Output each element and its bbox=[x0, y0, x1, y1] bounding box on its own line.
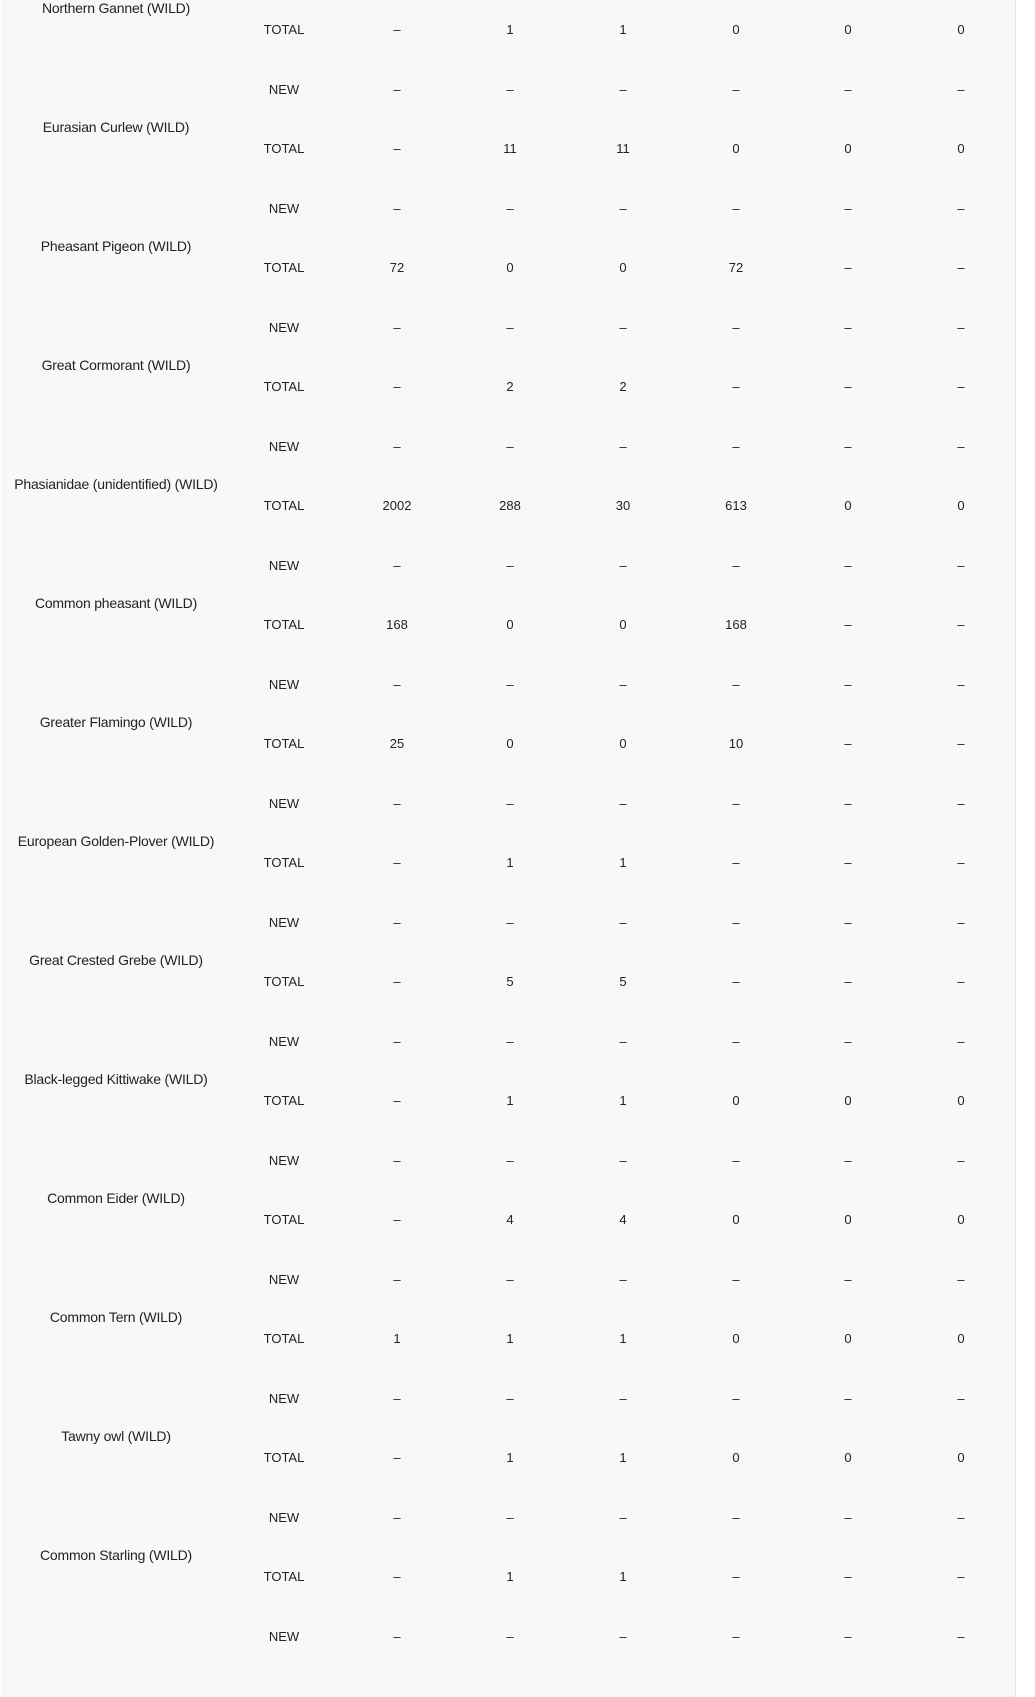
value-cell: 0 bbox=[732, 141, 740, 156]
value-cell: – bbox=[732, 201, 740, 216]
value-cell: 0 bbox=[957, 1450, 965, 1465]
value-cell: 4 bbox=[506, 1212, 514, 1227]
species-name: Great Crested Grebe (WILD) bbox=[29, 952, 203, 968]
value-cell: – bbox=[732, 1569, 740, 1584]
value-cell: 0 bbox=[844, 1331, 852, 1346]
species-block bbox=[1, 1378, 1015, 1497]
row-type-label: NEW bbox=[268, 1391, 300, 1406]
value-cell: – bbox=[506, 439, 514, 454]
value-cell: 0 bbox=[844, 498, 852, 513]
value-cell: – bbox=[957, 1629, 965, 1644]
species-name: Common pheasant (WILD) bbox=[34, 595, 198, 611]
value-cell: 1 bbox=[619, 855, 627, 870]
value-cell: 5 bbox=[506, 974, 514, 989]
value-cell: 2002 bbox=[382, 498, 412, 513]
value-cell: – bbox=[732, 915, 740, 930]
row-type-label: NEW bbox=[268, 1629, 300, 1644]
species-name: Black-legged Kittiwake (WILD) bbox=[24, 1071, 208, 1087]
value-cell: – bbox=[957, 82, 965, 97]
value-cell: 4 bbox=[619, 1212, 627, 1227]
species-block bbox=[1, 783, 1015, 902]
species-block bbox=[1, 426, 1015, 545]
value-cell: – bbox=[393, 439, 401, 454]
value-cell: – bbox=[393, 141, 401, 156]
value-cell: – bbox=[844, 736, 852, 751]
value-cell: – bbox=[844, 1569, 852, 1584]
row-type-label: NEW bbox=[268, 82, 300, 97]
value-cell: – bbox=[844, 1034, 852, 1049]
value-cell: – bbox=[957, 1391, 965, 1406]
row-type-label: TOTAL bbox=[263, 260, 305, 275]
value-cell: – bbox=[619, 1391, 627, 1406]
value-cell: – bbox=[957, 379, 965, 394]
value-cell: – bbox=[393, 1391, 401, 1406]
value-cell: – bbox=[393, 82, 401, 97]
species-block bbox=[1, 1259, 1015, 1378]
value-cell: 0 bbox=[844, 1093, 852, 1108]
value-cell: – bbox=[506, 1510, 514, 1525]
value-cell: 0 bbox=[957, 141, 965, 156]
value-cell: – bbox=[732, 1510, 740, 1525]
row-type-label: NEW bbox=[268, 796, 300, 811]
row-type-label: TOTAL bbox=[263, 974, 305, 989]
value-cell: – bbox=[619, 320, 627, 335]
value-cell: 0 bbox=[732, 1450, 740, 1465]
value-cell: – bbox=[393, 1212, 401, 1227]
value-cell: – bbox=[732, 1629, 740, 1644]
value-cell: 0 bbox=[506, 260, 514, 275]
value-cell: – bbox=[957, 1153, 965, 1168]
value-cell: 0 bbox=[732, 22, 740, 37]
value-cell: – bbox=[732, 974, 740, 989]
value-cell: 1 bbox=[506, 1331, 514, 1346]
value-cell: 0 bbox=[732, 1331, 740, 1346]
species-block bbox=[1, 664, 1015, 783]
species-block bbox=[1, 902, 1015, 1021]
value-cell: – bbox=[732, 320, 740, 335]
value-cell: – bbox=[844, 1272, 852, 1287]
row-type-label: TOTAL bbox=[263, 1212, 305, 1227]
species-rows bbox=[1, 69, 1015, 1616]
value-cell: 0 bbox=[506, 736, 514, 751]
row-type-label: TOTAL bbox=[263, 498, 305, 513]
value-cell: 10 bbox=[728, 736, 744, 751]
value-cell: 2 bbox=[506, 379, 514, 394]
row-type-label: NEW bbox=[268, 1034, 300, 1049]
value-cell: – bbox=[506, 1629, 514, 1644]
value-cell: – bbox=[619, 82, 627, 97]
row-type-label: NEW bbox=[268, 1153, 300, 1168]
value-cell: 0 bbox=[619, 736, 627, 751]
value-cell: 25 bbox=[389, 736, 405, 751]
row-type-label: TOTAL bbox=[263, 141, 305, 156]
value-cell: – bbox=[393, 796, 401, 811]
value-cell: – bbox=[393, 1629, 401, 1644]
value-cell: 613 bbox=[725, 498, 747, 513]
species-name: Common Tern (WILD) bbox=[49, 1309, 183, 1325]
value-cell: – bbox=[732, 1034, 740, 1049]
species-block bbox=[1, 188, 1015, 307]
value-cell: – bbox=[393, 1034, 401, 1049]
value-cell: – bbox=[844, 379, 852, 394]
value-cell: – bbox=[506, 82, 514, 97]
species-block bbox=[1, 545, 1015, 664]
value-cell: – bbox=[957, 1272, 965, 1287]
value-cell: – bbox=[957, 558, 965, 573]
value-cell: – bbox=[957, 974, 965, 989]
value-cell: – bbox=[732, 677, 740, 692]
value-cell: – bbox=[506, 1391, 514, 1406]
value-cell: 0 bbox=[844, 22, 852, 37]
row-type-label: NEW bbox=[268, 201, 300, 216]
row-type-label: TOTAL bbox=[263, 379, 305, 394]
species-name: Common Starling (WILD) bbox=[40, 1547, 192, 1563]
value-cell: – bbox=[844, 855, 852, 870]
value-cell: 168 bbox=[386, 617, 408, 632]
row-type-label: NEW bbox=[268, 915, 300, 930]
value-cell: – bbox=[844, 1391, 852, 1406]
species-block bbox=[1, 69, 1015, 188]
value-cell: – bbox=[393, 974, 401, 989]
species-name: Great Cormorant (WILD) bbox=[41, 357, 191, 373]
value-cell: – bbox=[393, 320, 401, 335]
value-cell: 288 bbox=[499, 498, 521, 513]
value-cell: – bbox=[844, 796, 852, 811]
value-cell: – bbox=[619, 677, 627, 692]
value-cell: – bbox=[844, 617, 852, 632]
row-type-label: TOTAL bbox=[263, 1450, 305, 1465]
value-cell: – bbox=[844, 260, 852, 275]
value-cell: – bbox=[732, 855, 740, 870]
value-cell: – bbox=[506, 558, 514, 573]
value-cell: 1 bbox=[619, 1569, 627, 1584]
species-block bbox=[1, 1140, 1015, 1259]
value-cell: 1 bbox=[506, 855, 514, 870]
value-cell: 0 bbox=[957, 1331, 965, 1346]
value-cell: 0 bbox=[957, 22, 965, 37]
value-cell: 0 bbox=[732, 1212, 740, 1227]
value-cell: 0 bbox=[619, 260, 627, 275]
row-type-label: NEW bbox=[268, 320, 300, 335]
value-cell: – bbox=[844, 201, 852, 216]
species-name: Greater Flamingo (WILD) bbox=[39, 714, 193, 730]
species-name: Northern Gannet (WILD) bbox=[41, 0, 191, 16]
value-cell: – bbox=[844, 1629, 852, 1644]
value-cell: 1 bbox=[619, 1093, 627, 1108]
value-cell: 11 bbox=[616, 141, 630, 156]
value-cell: – bbox=[844, 915, 852, 930]
value-cell: 0 bbox=[506, 617, 514, 632]
value-cell: – bbox=[957, 617, 965, 632]
row-type-label: NEW bbox=[268, 558, 300, 573]
value-cell: – bbox=[844, 558, 852, 573]
value-cell: – bbox=[619, 1510, 627, 1525]
value-cell: 11 bbox=[503, 141, 517, 156]
value-cell: 0 bbox=[844, 1450, 852, 1465]
value-cell: – bbox=[506, 320, 514, 335]
value-cell: – bbox=[957, 855, 965, 870]
value-cell: – bbox=[393, 201, 401, 216]
value-cell: – bbox=[393, 1510, 401, 1525]
value-cell: – bbox=[506, 915, 514, 930]
row-type-label: NEW bbox=[268, 439, 300, 454]
value-cell: 1 bbox=[506, 1093, 514, 1108]
value-cell: 1 bbox=[506, 1569, 514, 1584]
value-cell: – bbox=[957, 677, 965, 692]
value-cell: – bbox=[619, 796, 627, 811]
value-cell: 1 bbox=[506, 22, 514, 37]
value-cell: 2 bbox=[619, 379, 627, 394]
value-cell: – bbox=[957, 1034, 965, 1049]
species-block bbox=[1, 307, 1015, 426]
species-block-partial bbox=[1, 1616, 1015, 1676]
value-cell: – bbox=[619, 1153, 627, 1168]
value-cell: – bbox=[393, 1093, 401, 1108]
row-type-label: TOTAL bbox=[263, 22, 305, 37]
species-name: Tawny owl (WILD) bbox=[61, 1428, 171, 1444]
value-cell: – bbox=[619, 915, 627, 930]
value-cell: – bbox=[844, 439, 852, 454]
value-cell: – bbox=[393, 379, 401, 394]
value-cell: – bbox=[619, 1034, 627, 1049]
value-cell: – bbox=[619, 1629, 627, 1644]
value-cell: – bbox=[732, 558, 740, 573]
value-cell: – bbox=[732, 379, 740, 394]
species-name: Pheasant Pigeon (WILD) bbox=[40, 238, 192, 254]
value-cell: – bbox=[506, 201, 514, 216]
value-cell: 30 bbox=[615, 498, 631, 513]
row-type-label: TOTAL bbox=[263, 1331, 305, 1346]
value-cell: 1 bbox=[619, 1331, 627, 1346]
value-cell: – bbox=[393, 855, 401, 870]
value-cell: – bbox=[957, 439, 965, 454]
value-cell: – bbox=[619, 1272, 627, 1287]
value-cell: 72 bbox=[728, 260, 744, 275]
row-type-label: TOTAL bbox=[263, 617, 305, 632]
value-cell: 0 bbox=[957, 1093, 965, 1108]
value-cell: – bbox=[393, 1153, 401, 1168]
value-cell: – bbox=[619, 439, 627, 454]
value-cell: – bbox=[393, 915, 401, 930]
value-cell: – bbox=[393, 1569, 401, 1584]
species-name: Phasianidae (unidentified) (WILD) bbox=[14, 476, 218, 492]
species-block bbox=[1, 1021, 1015, 1140]
value-cell: – bbox=[619, 201, 627, 216]
row-type-label: TOTAL bbox=[263, 1093, 305, 1108]
row-type-label: TOTAL bbox=[263, 736, 305, 751]
value-cell: – bbox=[844, 320, 852, 335]
value-cell: – bbox=[732, 1153, 740, 1168]
species-block bbox=[1, 1497, 1015, 1616]
species-name: European Golden-Plover (WILD) bbox=[17, 833, 215, 849]
value-cell: – bbox=[506, 796, 514, 811]
value-cell: – bbox=[844, 82, 852, 97]
value-cell: – bbox=[957, 201, 965, 216]
value-cell: 0 bbox=[844, 141, 852, 156]
value-cell: – bbox=[393, 1450, 401, 1465]
value-cell: – bbox=[957, 260, 965, 275]
value-cell: 5 bbox=[619, 974, 627, 989]
value-cell: – bbox=[393, 677, 401, 692]
value-cell: 0 bbox=[957, 498, 965, 513]
species-name: Eurasian Curlew (WILD) bbox=[42, 119, 190, 135]
value-cell: – bbox=[732, 1391, 740, 1406]
value-cell: 0 bbox=[844, 1212, 852, 1227]
row-type-label: TOTAL bbox=[263, 1569, 305, 1584]
outbreak-species-table bbox=[1, 0, 1016, 1697]
row-type-label: TOTAL bbox=[263, 855, 305, 870]
value-cell: – bbox=[732, 82, 740, 97]
value-cell: – bbox=[619, 558, 627, 573]
value-cell: – bbox=[957, 320, 965, 335]
value-cell: – bbox=[957, 796, 965, 811]
value-cell: – bbox=[732, 439, 740, 454]
value-cell: 0 bbox=[619, 617, 627, 632]
value-cell: – bbox=[732, 1272, 740, 1287]
row-type-label: NEW bbox=[268, 1272, 300, 1287]
value-cell: – bbox=[844, 677, 852, 692]
value-cell: – bbox=[844, 1510, 852, 1525]
value-cell: 1 bbox=[506, 1450, 514, 1465]
row-type-label: NEW bbox=[268, 677, 300, 692]
value-cell: 72 bbox=[389, 260, 405, 275]
value-cell: – bbox=[506, 1034, 514, 1049]
value-cell: – bbox=[844, 974, 852, 989]
value-cell: – bbox=[506, 1272, 514, 1287]
value-cell: – bbox=[844, 1153, 852, 1168]
value-cell: 168 bbox=[725, 617, 747, 632]
species-block-northern-gannet bbox=[1, 0, 1015, 69]
species-name: Common Eider (WILD) bbox=[47, 1190, 185, 1206]
value-cell: – bbox=[393, 22, 401, 37]
value-cell: 1 bbox=[619, 22, 627, 37]
value-cell: – bbox=[506, 1153, 514, 1168]
row-type-label: NEW bbox=[268, 1510, 300, 1525]
value-cell: 1 bbox=[393, 1331, 401, 1346]
value-cell: – bbox=[957, 736, 965, 751]
value-cell: 0 bbox=[957, 1212, 965, 1227]
value-cell: – bbox=[957, 915, 965, 930]
value-cell: – bbox=[732, 796, 740, 811]
value-cell: – bbox=[393, 558, 401, 573]
value-cell: – bbox=[957, 1569, 965, 1584]
value-cell: – bbox=[393, 1272, 401, 1287]
value-cell: 1 bbox=[619, 1450, 627, 1465]
value-cell: – bbox=[506, 677, 514, 692]
value-cell: – bbox=[957, 1510, 965, 1525]
value-cell: 0 bbox=[732, 1093, 740, 1108]
